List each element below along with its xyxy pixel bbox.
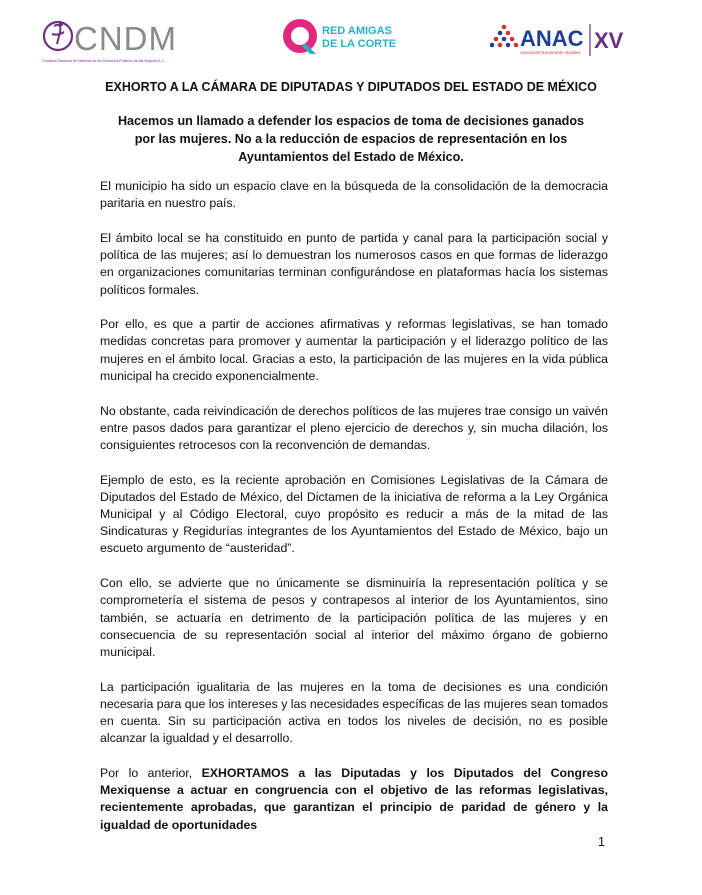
document-title: EXHORTO A LA CÁMARA DE DIPUTADAS Y DIPUTADOS DEL ESTADO DE MÉXICO — [105, 80, 597, 94]
anac-logo — [490, 18, 640, 64]
final-exhort: EXHORTAMOS a las Diputadas y los Diputados del Congreso Mexiquense a actuar en congruencia con el objetivo de las reformas legislativas, recientemente aprobadas, que garantizan el principio de paridad de género y la igualdad de oportunidades — [100, 765, 608, 832]
document-header — [0, 0, 702, 75]
final-intro: Por lo anterior, — [100, 765, 202, 780]
body-paragraph: No obstante, cada reivindicación de derechos políticos de las mujeres trae consigo un vaivén entre pasos dados para garantizar el pleno ejercicio de derechos y, sin mucha dilación, los consiguientes retrocesos con la reconvención de demandas. — [100, 403, 608, 452]
anac-pyramid-icon — [490, 24, 518, 47]
red-amigas-logo — [280, 14, 400, 60]
anac-mark: XV — [594, 28, 624, 53]
cndm-logo — [40, 14, 190, 64]
body-paragraph: Ejemplo de esto, es la reciente aprobación en Comisiones Legislativas de la Cámara de Diputados del Estado de México, del Dictamen de la iniciativa de reforma a la Ley Orgánica Municipal y al Código Electoral, cuyo propósito es reducir a más de la mitad de las Sindicaturas y Regidurías integrantes de los Ayuntamientos del Estado de México, bajo un escueto argumento de “austeridad”. — [100, 472, 608, 556]
body-paragraph: Con ello, se advierte que no únicamente se disminuiría la representación política y se comprometería el sistema de pesos y contrapesos al interior de los Ayuntamientos, sino también, se actuaría en detrimento de la participación política de las mujeres y en consecuencia de su representación social al interior del máximo órgano de gobierno municipal. — [100, 576, 608, 659]
anac-logo-tagline: Asociación Nacional de Alcaldes — [520, 50, 581, 55]
body-paragraph: La participación igualitaria de las mujeres en la toma de decisiones es una condición necesaria para que los intereses y las necesidades específicas de las mujeres sean tomados en cuenta. Sin su participación activa en todos los niveles de decisión, no es posible alcanzar la igualdad y el desarrollo. — [100, 679, 608, 746]
body-paragraph: El municipio ha sido un espacio clave en la búsqueda de la consolidación de la democracia paritaria en nuestro país. — [100, 179, 608, 211]
body-paragraph: Por ello, es que a partir de acciones afirmativas y reformas legislativas, se han tomado medidas concretas para promover y aumentar la participación y el liderazgo político de las mujeres en el ámbito local. Gracias a esto, la participación de las mujeres en la vida pública municipal ha crecido exponencialmente. — [100, 317, 608, 383]
body-paragraph: El ámbito local se ha constituido en punto de partida y canal para la participación social y política de las mujeres; así lo demuestran los numerosos casos en que formas de liderazgo en organizaciones comunitarias terminan configurándose en plataformas hacía los sistemas políticos formales. — [100, 230, 608, 297]
document-body — [100, 178, 608, 851]
final-paragraph — [100, 765, 608, 834]
page-number: 1 — [598, 835, 605, 849]
red-amigas-line1: RED AMIGAS — [322, 25, 392, 37]
red-amigas-line2: DE LA CORTE — [322, 38, 397, 50]
cndm-logo-name: CNDM — [74, 20, 177, 57]
document-subtitle: Hacemos un llamado a defender los espacios de toma de decisiones ganados por las mujeres. No a la reducción de espacios de representación en los Ayuntamientos del Estado de México. — [117, 114, 585, 164]
anac-logo-name: ANAC — [520, 26, 584, 51]
cndm-logo-tagline: Comisión Nacional de Defensa de los Derechos Políticos de las Mujeres A.C. — [42, 59, 166, 63]
